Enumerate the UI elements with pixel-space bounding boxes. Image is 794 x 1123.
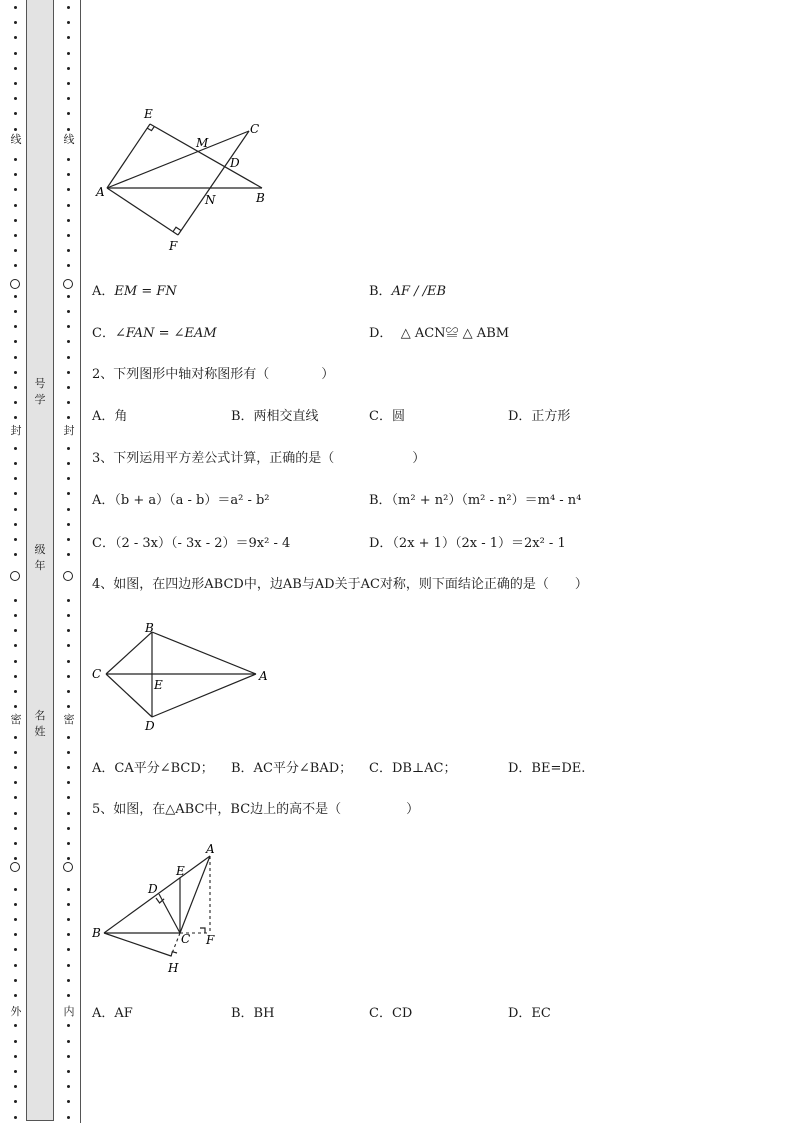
seal-dot [14, 1100, 17, 1103]
q1-option-b-text: AF / /EB [391, 284, 447, 299]
seal-dot [67, 325, 70, 328]
seal-dot [14, 234, 17, 237]
q4-stem: 4、如图，在四边形ABCD中，边AB与AD关于AC对称，则下面结论正确的是（ ） [92, 577, 588, 592]
seal-dot [67, 964, 70, 967]
seal-dot [67, 264, 70, 267]
seal-mark: 外 [10, 1005, 22, 1018]
seal-dot [67, 462, 70, 465]
margin-border-line [80, 0, 81, 1123]
q4-figure [92, 618, 282, 738]
inner-seal-line [62, 0, 76, 1123]
field-name-label: 名 姓 [34, 709, 46, 738]
seal-dot [67, 994, 70, 997]
seal-dot [67, 1100, 70, 1103]
binding-margin [0, 0, 82, 1123]
seal-dot [67, 1040, 70, 1043]
q1-label-n: N [205, 193, 216, 207]
seal-dot [67, 173, 70, 176]
seal-dot [14, 629, 17, 632]
seal-dot [14, 401, 17, 404]
seal-dot [14, 462, 17, 465]
q1-label-m: M [196, 136, 209, 150]
seal-dot [14, 979, 17, 982]
seal-dot [67, 234, 70, 237]
seal-dot [67, 827, 70, 830]
seal-dot [14, 766, 17, 769]
seal-dot [67, 690, 70, 693]
q2-option-b[interactable]: B．两相交直线 [231, 409, 319, 424]
seal-dot [67, 97, 70, 100]
seal-dot [14, 204, 17, 207]
seal-dot [14, 36, 17, 39]
seal-dot [67, 1085, 70, 1088]
seal-dot [67, 781, 70, 784]
seal-dot [14, 1070, 17, 1073]
field-grade-label: 级 年 [34, 543, 46, 572]
seal-dot [14, 112, 17, 115]
seal-dot [67, 188, 70, 191]
q5-option-c[interactable]: C．CD [369, 1006, 413, 1021]
seal-dot [14, 1024, 17, 1027]
seal-dot [67, 1116, 70, 1119]
seal-dot [14, 219, 17, 222]
seal-dot [67, 356, 70, 359]
seal-dot [67, 416, 70, 419]
field-student-number-label: 号 学 [34, 377, 46, 406]
seal-dot [67, 538, 70, 541]
seal-dot [14, 736, 17, 739]
seal-dot [14, 857, 17, 860]
seal-circle-icon [63, 862, 73, 872]
seal-mark: 线 [63, 133, 75, 146]
seal-dot [14, 1040, 17, 1043]
seal-dot [14, 1116, 17, 1119]
q5-figure [92, 842, 252, 982]
seal-dot [14, 888, 17, 891]
seal-mark: 线 [10, 133, 22, 146]
seal-dot [67, 112, 70, 115]
q3-option-a[interactable]: A．（b + a）（a - b）＝a² - b² [92, 493, 270, 508]
seal-dot [14, 158, 17, 161]
seal-dot [67, 796, 70, 799]
q4-label-d: D [145, 719, 155, 733]
student-info-strip [26, 0, 54, 1121]
q1-label-c: C [250, 122, 260, 136]
seal-dot [67, 553, 70, 556]
q5-option-a[interactable]: A．AF [92, 1006, 133, 1021]
seal-circle-icon [10, 862, 20, 872]
q4-option-a[interactable]: A．CA平分∠BCD； [92, 761, 214, 776]
q5-option-d[interactable]: D．EC [508, 1006, 551, 1021]
seal-dot [14, 751, 17, 754]
seal-dot [14, 67, 17, 70]
seal-dot [14, 781, 17, 784]
seal-mark: 封 [63, 424, 75, 437]
seal-dot [67, 948, 70, 951]
seal-dot [14, 994, 17, 997]
q2-option-a[interactable]: A．角 [92, 409, 128, 424]
q1-option-a-text: EM = FN [114, 284, 177, 299]
seal-dot [67, 340, 70, 343]
seal-dot [67, 158, 70, 161]
q4-option-b[interactable]: B．AC平分∠BAD； [231, 761, 353, 776]
q1-figure [92, 100, 282, 260]
q3-option-c[interactable]: C．（2 - 3x）（- 3x - 2）＝9x² - 4 [92, 536, 291, 551]
q1-option-c-text: ∠FAN = ∠EAM [114, 326, 217, 341]
seal-dot [67, 736, 70, 739]
q1-option-c-prefix: C． [92, 326, 115, 341]
seal-dot [67, 523, 70, 526]
q2-option-c[interactable]: C．圆 [369, 409, 405, 424]
seal-dot [14, 325, 17, 328]
seal-dot [14, 918, 17, 921]
q4-option-d[interactable]: D．BE=DE. [508, 761, 586, 776]
seal-dot [14, 416, 17, 419]
seal-dot [67, 386, 70, 389]
seal-dot [14, 386, 17, 389]
seal-dot [67, 979, 70, 982]
seal-dot [67, 751, 70, 754]
q1-label-d: D [230, 156, 240, 170]
q1-option-b[interactable] [369, 282, 446, 302]
seal-dot [67, 401, 70, 404]
seal-dot [14, 660, 17, 663]
seal-dot [67, 310, 70, 313]
seal-dot [14, 295, 17, 298]
seal-dot [67, 812, 70, 815]
seal-dot [67, 614, 70, 617]
seal-dot [67, 21, 70, 24]
seal-dot [14, 796, 17, 799]
seal-dot [67, 477, 70, 480]
seal-mark: 密 [63, 713, 75, 726]
seal-dot [14, 614, 17, 617]
seal-dot [14, 6, 17, 9]
seal-dot [67, 508, 70, 511]
seal-mark: 内 [63, 1005, 75, 1018]
seal-dot [14, 264, 17, 267]
q3-option-b[interactable]: B．（m² + n²）（m² - n²）＝m⁴ - n⁴ [369, 493, 582, 508]
seal-dot [14, 827, 17, 830]
seal-dot [14, 1085, 17, 1088]
seal-dot [14, 508, 17, 511]
q4-option-c[interactable]: C．DB⊥AC； [369, 761, 457, 776]
seal-dot [67, 888, 70, 891]
seal-dot [67, 249, 70, 252]
seal-dot [67, 128, 70, 131]
seal-dot [14, 52, 17, 55]
q5-label-f: F [206, 933, 215, 947]
seal-dot [14, 97, 17, 100]
q1-label-b: B [256, 191, 265, 205]
q5-label-c: C [181, 932, 191, 946]
q5-stem: 5、如图，在△ABC中，BC边上的高不是（ ） [92, 802, 420, 817]
seal-dot [14, 310, 17, 313]
q1-label-e: E [144, 107, 153, 121]
q5-label-d: D [148, 882, 158, 896]
seal-dot [14, 371, 17, 374]
seal-dot [14, 21, 17, 24]
seal-dot [14, 492, 17, 495]
q1-label-f: F [169, 239, 178, 253]
seal-dot [67, 842, 70, 845]
seal-dot [14, 599, 17, 602]
seal-dot [67, 660, 70, 663]
seal-dot [67, 1070, 70, 1073]
seal-dot [67, 675, 70, 678]
seal-dot [14, 477, 17, 480]
q1-option-a[interactable] [92, 282, 177, 302]
seal-dot [14, 356, 17, 359]
seal-dot [14, 705, 17, 708]
seal-dot [14, 173, 17, 176]
seal-dot [14, 340, 17, 343]
seal-dot [67, 1055, 70, 1058]
seal-dot [14, 447, 17, 450]
seal-dot [14, 249, 17, 252]
q5-label-h: H [168, 961, 179, 975]
q4-label-c: C [92, 667, 102, 681]
seal-dot [67, 918, 70, 921]
seal-dot [67, 52, 70, 55]
q1-option-c[interactable] [92, 324, 217, 344]
q4-label-a: A [259, 669, 268, 683]
seal-dot [67, 36, 70, 39]
seal-circle-icon [63, 279, 73, 289]
seal-mark: 密 [10, 713, 22, 726]
seal-dot [67, 219, 70, 222]
q3-option-d[interactable]: D．（2x + 1）（2x - 1）＝2x² - 1 [369, 536, 566, 551]
seal-dot [14, 842, 17, 845]
q5-label-b: B [92, 926, 101, 940]
q1-option-d-prefix: D． [369, 326, 393, 341]
q1-label-a: A [96, 185, 105, 199]
q1-option-a-prefix: A． [92, 284, 115, 299]
seal-dot [14, 948, 17, 951]
seal-mark: 封 [10, 424, 22, 437]
seal-dot [14, 82, 17, 85]
seal-dot [67, 599, 70, 602]
seal-dot [67, 371, 70, 374]
q1-option-d-text: △ ACN≌ △ ABM [400, 326, 510, 341]
exam-content [92, 0, 782, 1123]
outer-seal-line [9, 0, 23, 1123]
q5-label-e: E [176, 864, 185, 878]
q1-option-d[interactable] [369, 324, 509, 344]
seal-dot [67, 1024, 70, 1027]
seal-dot [14, 812, 17, 815]
seal-dot [67, 644, 70, 647]
seal-dot [67, 6, 70, 9]
q3-stem: 3、下列运用平方差公式计算，正确的是（ ） [92, 451, 426, 466]
q5-option-b[interactable]: B．BH [231, 1006, 275, 1021]
seal-dot [14, 690, 17, 693]
seal-dot [67, 705, 70, 708]
seal-dot [67, 933, 70, 936]
seal-circle-icon [10, 279, 20, 289]
q1-option-b-prefix: B． [369, 284, 392, 299]
seal-dot [14, 553, 17, 556]
seal-dot [14, 964, 17, 967]
q5-label-a: A [206, 842, 215, 856]
seal-dot [14, 538, 17, 541]
seal-dot [67, 492, 70, 495]
seal-dot [67, 295, 70, 298]
q2-stem: 2、下列图形中轴对称图形有（ ） [92, 367, 335, 382]
q4-label-e: E [154, 678, 163, 692]
q4-label-b: B [145, 621, 154, 635]
seal-dot [67, 447, 70, 450]
seal-dot [14, 188, 17, 191]
seal-dot [67, 67, 70, 70]
seal-circle-icon [63, 571, 73, 581]
seal-dot [14, 675, 17, 678]
seal-dot [67, 766, 70, 769]
seal-dot [14, 644, 17, 647]
seal-dot [67, 204, 70, 207]
seal-dot [67, 857, 70, 860]
seal-dot [67, 903, 70, 906]
q2-option-d[interactable]: D．正方形 [508, 409, 571, 424]
seal-dot [14, 128, 17, 131]
seal-circle-icon [10, 571, 20, 581]
seal-dot [14, 1055, 17, 1058]
seal-dot [67, 82, 70, 85]
seal-dot [14, 933, 17, 936]
seal-dot [14, 903, 17, 906]
seal-dot [67, 629, 70, 632]
seal-dot [14, 523, 17, 526]
